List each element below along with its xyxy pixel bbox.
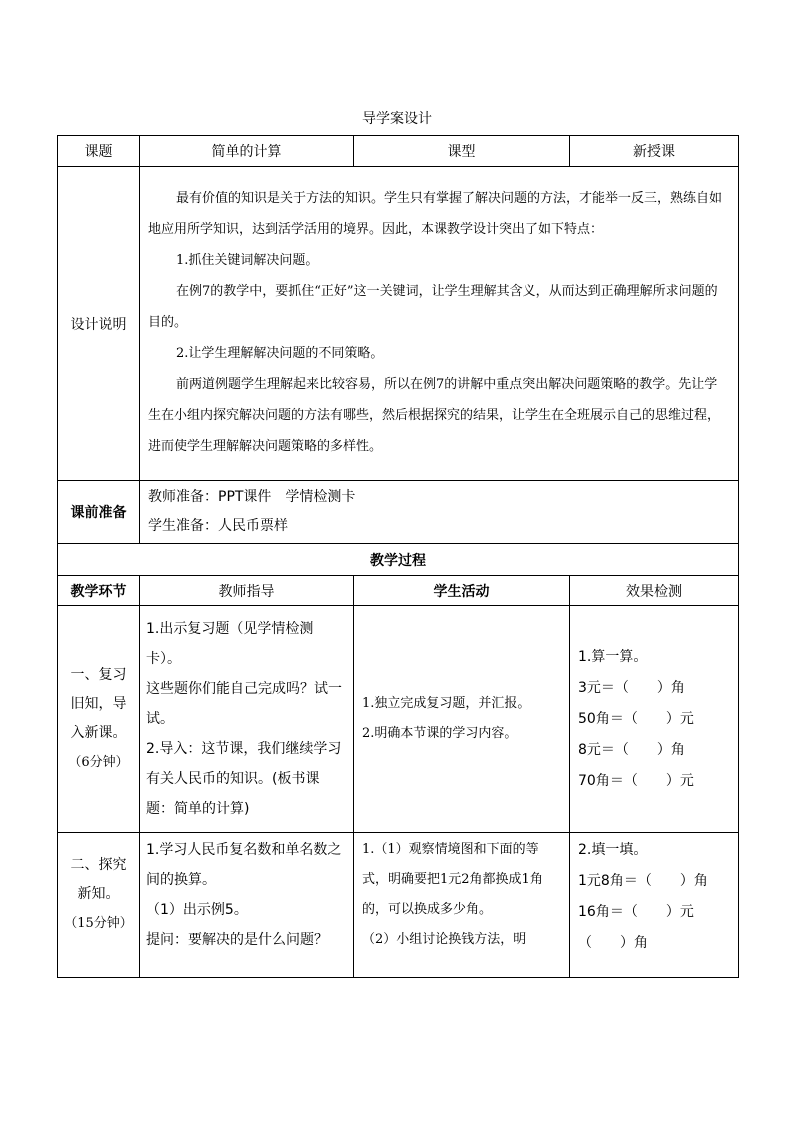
prep-row [58,481,739,544]
design-content [140,167,739,481]
check-line: 50角＝（ ）元 [578,710,694,727]
student-activity-cell [354,606,570,833]
design-label: 设计说明 [58,167,140,481]
prep-label: 课前准备 [58,481,140,544]
check-line: 3元＝（ ）角 [578,679,685,696]
stage-line: 入新课。 [70,725,127,741]
teacher-guidance-cell [140,606,354,833]
process-row-review [58,606,739,833]
check-line: 70角＝（ ）元 [578,772,694,789]
student-activity-text: （2）小组讨论换钱方法，明 [362,932,527,947]
topic-label: 课题 [58,136,140,167]
teacher-guidance-text: 1.出示复习题（见学情检测卡）。 [146,621,314,667]
document-title: 导学案设计 [362,111,432,127]
design-row [58,167,739,481]
student-activity-text: 1.（1）观察情境图和下面的等式，明确要把1元2角都换成1角的，可以换成多少角。 [362,842,543,917]
design-paragraph: 最有价值的知识是关于方法的知识。学生只有掌握了解决问题的方法，才能举一反三，熟练自如地应用所学知识，达到活学活用的境界。因此，本课教学设计突出了如下特点： [148,191,723,237]
process-row-explore [58,833,739,978]
column-header-stage: 教学环节 [58,576,140,606]
teacher-guidance-text: 1.学习人民币复名数和单名数之间的换算。 [146,842,342,888]
header-row [58,136,739,167]
column-header-student: 学生活动 [354,576,570,606]
student-prep: 学生准备：人民币票样 [148,518,288,534]
effect-check-cell [570,833,739,978]
check-line: 1.算一算。 [578,648,648,665]
design-paragraph: 前两道例题学生理解起来比较容易，所以在例7的讲解中重点突出解决问题策略的教学。先让学生在小组内探究解决问题的方法有哪些，然后根据探究的结果，让学生在全班展示自己的思维过程，进而使学生理解解决问题策略的多样性。 [148,377,721,454]
type-value: 新授课 [570,136,739,167]
stage-cell [58,606,140,833]
column-header-teacher: 教师指导 [140,576,354,606]
teacher-guidance-text: 这些题你们能自己完成吗？试一试。 [146,681,342,727]
teacher-guidance-text: （1）出示例5。 [146,902,248,918]
lesson-plan-table [57,135,739,978]
column-header-row [58,576,739,606]
design-paragraph: 在例7的教学中，要抓住“正好”这一关键词，让学生理解其含义，从而达到正确理解所求问题的目的。 [148,284,718,330]
column-header-check: 效果检测 [570,576,739,606]
check-line: 1元8角＝（ ）角 [578,873,708,889]
process-title-row [58,544,739,576]
effect-check-cell [570,606,739,833]
teacher-prep: 教师准备：PPT课件 学情检测卡 [148,489,356,505]
design-paragraph: 1.抓住关键词解决问题。 [176,253,319,268]
student-activity-text: 1.独立完成复习题，并汇报。 [362,696,531,711]
stage-line: （15分钟） [64,916,133,931]
stage-line: 二、探究 [70,857,127,873]
check-line: 2.填一填。 [578,842,648,858]
stage-line: 新知。 [77,886,120,902]
check-line: （ ）角 [578,935,648,951]
topic-value: 简单的计算 [140,136,354,167]
check-line: 16角＝（ ）元 [578,904,694,920]
type-label: 课型 [354,136,570,167]
process-title: 教学过程 [58,544,739,576]
teacher-guidance-cell [140,833,354,978]
student-activity-cell [354,833,570,978]
stage-line: 旧知，导 [70,696,127,712]
stage-line: 一、复习 [70,667,127,683]
student-activity-text: 2.明确本节课的学习内容。 [362,726,518,741]
teacher-guidance-text: 提问：要解决的是什么问题？ [146,932,328,948]
stage-cell [58,833,140,978]
check-line: 8元＝（ ）角 [578,741,685,758]
stage-line: （6分钟） [68,755,129,770]
teacher-guidance-text: 2.导入：这节课，我们继续学习有关人民币的知识。(板书课题：简单的计算) [146,741,342,817]
design-paragraph: 2.让学生理解解决问题的不同策略。 [176,346,384,361]
prep-content [140,481,739,544]
